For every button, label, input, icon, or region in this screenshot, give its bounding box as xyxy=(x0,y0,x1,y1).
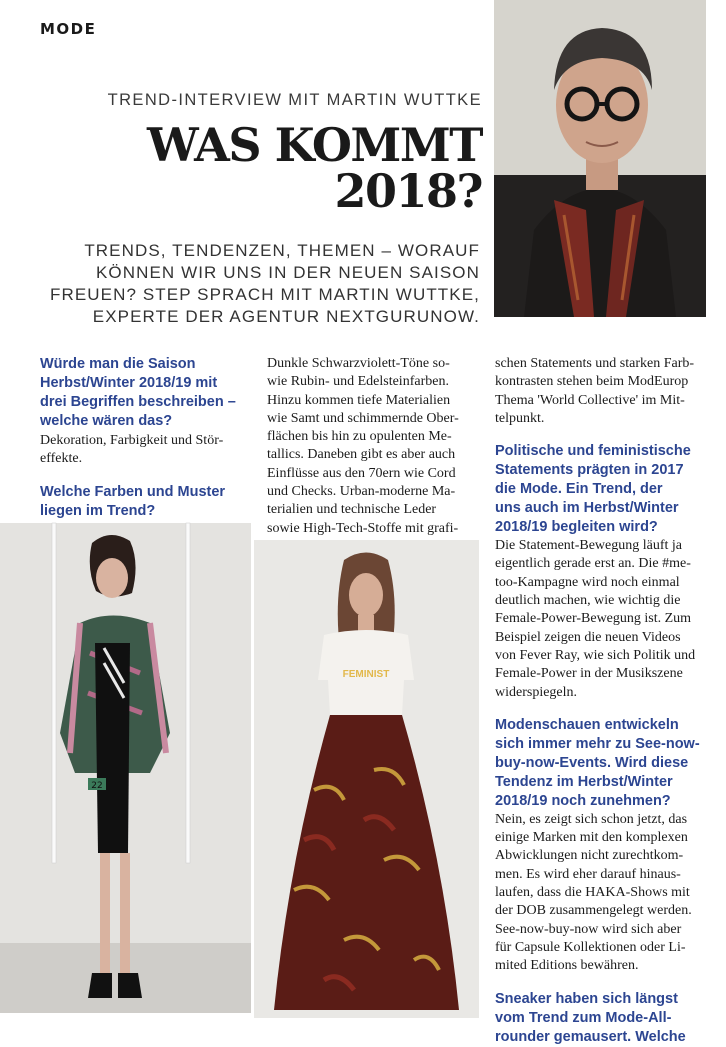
skirt-outfit-illustration xyxy=(254,540,479,1018)
text-line: deutlich machen, wie wichtig die xyxy=(495,593,681,609)
text-line: Female-Power in der Musikszene xyxy=(495,666,683,682)
fashion-photo-jacket xyxy=(0,523,251,1013)
answer-colors-continued xyxy=(495,355,707,428)
text-line: von Fever Ray, wie sich Politik und xyxy=(495,647,696,663)
question-see-now-buy-now xyxy=(495,716,707,811)
text-line: buy-now-Events. Wird diese xyxy=(495,754,689,771)
portrait-illustration xyxy=(494,0,706,317)
text-line: 2018/19 begleiten wird? xyxy=(495,519,658,536)
text-line: Einflüsse aus den 70ern wie Cord xyxy=(267,465,456,481)
text-line: schen Statements und starken Farb- xyxy=(495,356,695,371)
text-line: vom Trend zum Mode-All- xyxy=(495,1009,672,1026)
text-line: Politische und feministische xyxy=(495,443,691,460)
text-line: Abwicklungen nicht zurechtkom- xyxy=(495,848,684,864)
text-line: eigentlich gerade erst an. Die #me- xyxy=(495,556,691,572)
text-line: See-now-buy-now wird sich aber xyxy=(495,921,682,937)
text-line: sich immer mehr zu See-now- xyxy=(495,735,700,752)
text-line: Die Statement-Bewegung läuft ja xyxy=(495,538,682,554)
question-sneaker xyxy=(495,990,707,1047)
question-colors xyxy=(40,483,250,521)
text-line: liegen im Trend? xyxy=(40,502,156,519)
text-line: men. Es wird eher darauf hinaus- xyxy=(495,866,681,882)
text-line: laufen, dass die HAKA-Shows mit xyxy=(495,885,690,901)
lead-line: FREUEN? STEP SPRACH MIT MARTIN WUTTKE, xyxy=(49,285,480,304)
text-line: Dunkle Schwarzviolett-Töne so- xyxy=(267,356,450,371)
text-line: Sneaker haben sich längst xyxy=(495,990,678,1007)
text-line: Welche Farben und Muster xyxy=(40,483,226,500)
fashion-photo-skirt xyxy=(254,540,479,1018)
text-line: welche wären das? xyxy=(40,413,173,429)
question-statements xyxy=(495,442,707,537)
headline-line-2: 2018? xyxy=(334,164,482,218)
text-line: Female-Power-Bewegung ist. Zum xyxy=(495,611,692,627)
text-line: 2018/19 noch zunehmen? xyxy=(495,792,671,809)
text-line: effekte. xyxy=(40,451,83,467)
text-line: Nein, es zeigt sich schon jetzt, das xyxy=(495,811,688,827)
text-line: Dekoration, Farbigkeit und Stör- xyxy=(40,433,224,448)
text-line: uns auch im Herbst/Winter xyxy=(495,500,679,517)
answer-statements xyxy=(495,537,707,702)
text-line: terialien und technische Leder xyxy=(267,502,437,518)
column-1 xyxy=(40,355,250,521)
text-line: mited Editions bewähren. xyxy=(495,958,639,974)
text-line: einige Marken mit den komplexen xyxy=(495,830,688,846)
column-2 xyxy=(267,355,479,538)
text-line: für Capsule Kollektionen oder Li- xyxy=(495,939,686,955)
answer-see-now-buy-now xyxy=(495,811,707,976)
lead-line: KÖNNEN WIR UNS IN DER NEUEN SAISON xyxy=(95,263,480,282)
answer-seasons xyxy=(40,432,250,469)
portrait-photo xyxy=(494,0,706,317)
text-line: Statements prägten in 2017 xyxy=(495,462,684,479)
headline xyxy=(140,118,482,218)
jacket-outfit-illustration xyxy=(0,523,251,1013)
text-line: drei Begriffen beschreiben – xyxy=(40,394,236,410)
text-line: Würde man die Saison xyxy=(40,356,196,372)
headline-line-1: WAS KOMMT xyxy=(146,118,482,172)
text-line: Tendenz im Herbst/Winter xyxy=(495,773,673,790)
text-line: sowie High-Tech-Stoffe mit grafi- xyxy=(267,520,459,536)
text-line: Hinzu kommen tiefe Materialien xyxy=(267,392,451,408)
text-line: flächen bis hin zu opulenten Me- xyxy=(267,429,452,445)
lead-paragraph xyxy=(40,240,480,328)
question-seasons xyxy=(40,355,250,431)
text-line: Thema 'World Collective' im Mit- xyxy=(495,392,685,408)
text-line: wie Samt und schimmernde Ober- xyxy=(267,410,459,426)
text-line: Beispiel zeigen die neuen Videos xyxy=(495,629,681,645)
text-line: widerspiegeln. xyxy=(495,684,578,700)
text-line: wie Rubin- und Edelsteinfarben. xyxy=(267,374,449,390)
tshirt-text: FEMINIST xyxy=(342,669,390,680)
text-line: too-Kampagne wird noch einmal xyxy=(495,574,680,590)
lead-line: EXPERTE DER AGENTUR NEXTGURUNOW. xyxy=(92,307,480,326)
text-line: und Checks. Urban-moderne Ma- xyxy=(267,484,456,500)
text-line: Herbst/Winter 2018/19 mit xyxy=(40,375,218,391)
text-line: die Mode. Ein Trend, der xyxy=(495,481,663,498)
text-line: kontrasten stehen beim ModEurop xyxy=(495,374,689,390)
kicker: TREND-INTERVIEW MIT MARTIN WUTTKE xyxy=(107,91,482,109)
text-line: telpunkt. xyxy=(495,410,545,426)
text-line: tallics. Daneben gibt es aber auch xyxy=(267,447,456,463)
lead-line: TRENDS, TENDENZEN, THEMEN – WORAUF xyxy=(84,241,480,260)
text-line: Modenschauen entwickeln xyxy=(495,716,679,733)
skirt-number: 22 xyxy=(91,781,103,791)
column-3 xyxy=(495,355,707,1047)
section-label: MODE xyxy=(40,20,97,38)
text-line: rounder gemausert. Welche xyxy=(495,1028,686,1045)
text-line: der DOB zusammengelegt werden. xyxy=(495,903,692,919)
